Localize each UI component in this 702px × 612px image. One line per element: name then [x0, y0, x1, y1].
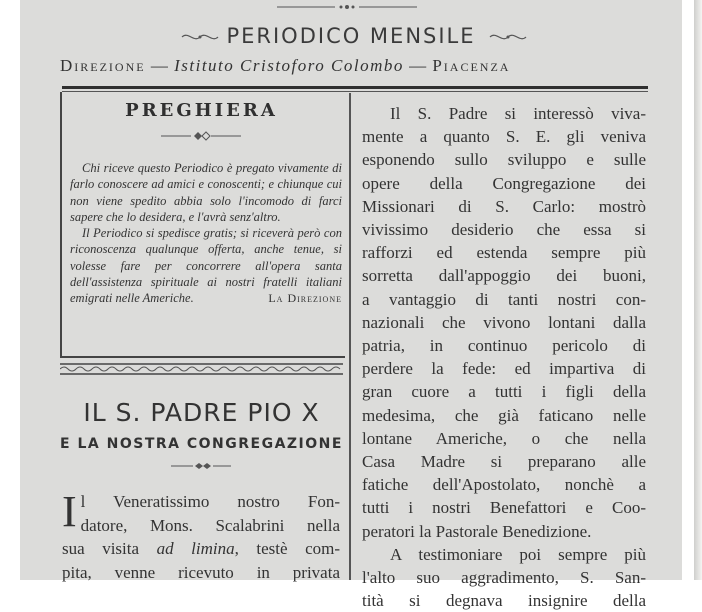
preghiera-text — [70, 160, 342, 307]
text-line: rafforzi ed estenda sempre più — [362, 243, 646, 263]
text-line: perdere la fede: ed impartiva di — [362, 359, 646, 379]
preghiera-title: PREGHIERA — [125, 100, 278, 121]
article-body-right — [362, 102, 646, 612]
text-line: opere della Congregazione dei — [362, 173, 646, 193]
text-line: Casa Madre si preparano alle — [362, 452, 646, 472]
text-line: gran cuore a tutti i figli della — [362, 382, 646, 402]
text-line: pita, venne ricevuto in privata — [62, 562, 340, 582]
text-line: Missionari di S. Carlo: mostrò — [362, 196, 646, 216]
text-line: vivissimo desiderio che essa si — [362, 220, 646, 240]
text-line: tutti i nostri Benefattori e Coo- — [362, 498, 646, 518]
text-line: sua visita ad limina, testè com- — [62, 539, 341, 558]
page-fold-shadow — [694, 0, 702, 580]
text-line: peratori la Pastorale Benedizione. — [362, 521, 592, 541]
decorative-band — [60, 362, 343, 376]
text-line: nazionali che vivono lontani dalla — [362, 312, 646, 332]
masthead-rule-thick — [62, 86, 648, 89]
text-line: datore, Mons. Scalabrini nella — [80, 515, 340, 535]
preghiera-paragraph-1: Chi riceve questo Periodico è pregato vivamente di farlo conoscere ad amici e conoscenti; e chiunque cui non viene spedito abbia solo l'incomodo di farci sapere che lo desidera, e l'avrà senz'altro. — [70, 161, 342, 224]
flourish-ornament-right — [488, 30, 528, 44]
column-divider — [349, 93, 351, 580]
text-line: a vantaggio di tanti nostri con- — [362, 289, 646, 309]
small-ornament — [171, 461, 231, 471]
city-label: Piacenza — [432, 56, 511, 75]
text-line: sorretta dall'appoggio dei buoni, — [362, 266, 646, 286]
drop-cap: I — [62, 487, 77, 536]
istituto-name: Istituto Cristoforo Colombo — [174, 56, 404, 75]
small-ornament — [161, 131, 241, 141]
direzione-label: Direzione — [60, 56, 146, 75]
masthead-subline — [60, 56, 650, 76]
dash: — — [150, 56, 169, 75]
text-line: medesima, che già faticano nelle — [362, 405, 646, 425]
preghiera-signature: La Direzione — [268, 291, 342, 306]
top-ornament — [277, 4, 417, 10]
text-line: Il S. Padre si interessò viva- — [390, 104, 646, 123]
article-body-left — [62, 487, 341, 584]
text-line: l Veneratissimo nostro Fon- — [80, 492, 340, 511]
text-line: A testimoniare poi sempre più — [390, 544, 646, 564]
text-line: lontane Americhe, o che nella — [362, 428, 646, 448]
text-line: mente a quanto S. E. gli veniva — [362, 127, 646, 147]
masthead-title: PERIODICO MENSILE — [226, 24, 476, 48]
dash: — — [409, 56, 428, 75]
text-line: patria, in continuo pericolo di — [362, 336, 646, 356]
text-line: tità si degnava insignire della — [362, 591, 646, 611]
text-line: l'alto suo aggradimento, S. San- — [362, 568, 646, 588]
text-line: esponendo sullo sviluppo e sulle — [362, 150, 646, 170]
text-line: fatiche dell'Apostolato, nonchè a — [362, 475, 646, 495]
article-title: IL S. PADRE PIO X — [83, 398, 320, 427]
preghiera-paragraph-2: Il Periodico si spedisce gratis; si riceverà però con riconoscenza qualunque offerta, anche tenue, si volesse fare per concorrere all'opera santa dell'assistenza spirituale ai nostri fratelli italiani emigrati nelle Americhe. La Direzione — [70, 226, 342, 306]
article-subtitle: E LA NOSTRA CONGREGAZIONE — [60, 436, 343, 452]
